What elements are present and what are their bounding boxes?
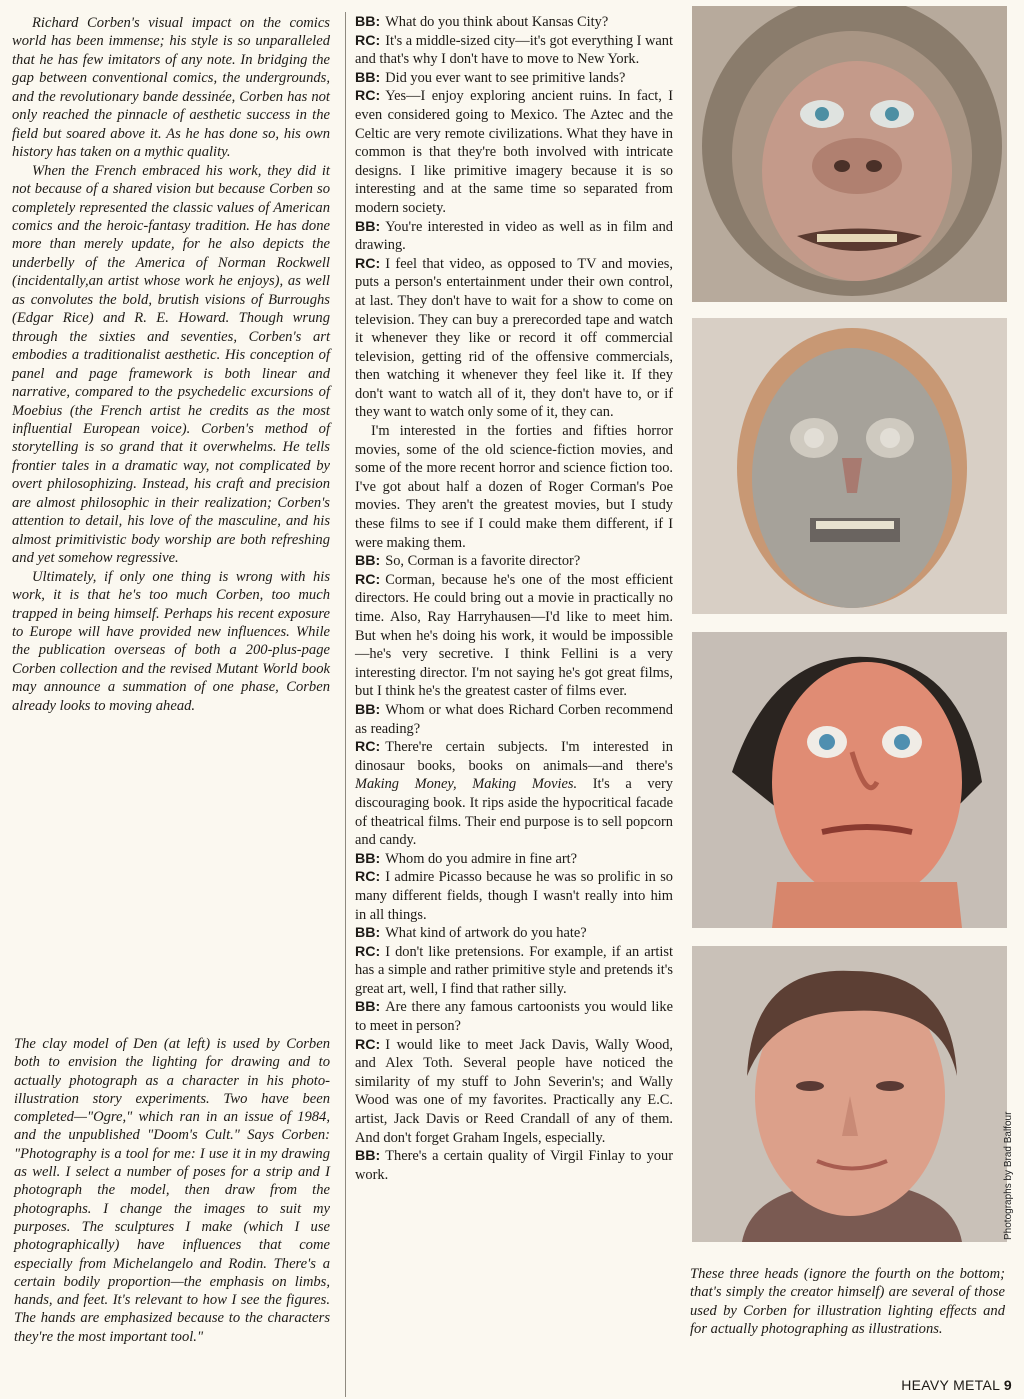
photo-credit: Photographs by Brad Balfour — [1003, 1111, 1014, 1240]
interview-entry — [355, 87, 673, 217]
entry-text: Are there any famous cartoonists you would like to meet in person? — [355, 999, 673, 1035]
entry-text: I'm interested in the forties and fifties horror movies, some of the old science-fiction movies, and some of the more recent horror and science fiction too. I've got about half a dozen of Roger Corman's Poe movies. They aren't the greatest movies, but I study these films to see if I could make them different, if I were making them. — [355, 423, 673, 551]
interview-entry — [355, 850, 673, 869]
entry-text: There're certain subjects. I'm interested in dinosaur books, books on animals—and there's — [355, 739, 673, 774]
creator-portrait-photo — [692, 946, 1007, 1242]
entry-text: Whom do you admire in fine art? — [385, 850, 578, 867]
speaker: BB: — [355, 69, 381, 86]
entry-text: What kind of artwork do you hate? — [385, 925, 587, 942]
entry-text: It's a very discouraging book. It rips aside the hypocritical facade of theatrical films. Their end purpose is to sell popcorn and candy. — [355, 776, 673, 849]
old-man-head-photo — [692, 632, 1007, 928]
entry-text: Did you ever want to see primitive lands? — [385, 69, 626, 86]
column-divider — [345, 12, 346, 1397]
page-footer — [901, 1377, 1012, 1393]
entry-text: I admire Picasso because he was so prolific in so many different fields, though I wasn't really into him in all things. — [355, 869, 673, 923]
entry-text: I don't like pretensions. For example, if an artist has a simple and rather primitive style and pretends it's great art, well, I find that rather silly. — [355, 943, 673, 997]
entry-text: You're interested in video as well as in film and drawing. — [355, 218, 673, 254]
intro-paragraph-3: Ultimately, if only one thing is wrong with his work, it is that he's too much Corben, too much trapped in being himself. Perhaps his recent exposure to Europe will have provided new influences. While the publication overseas of both a 200-plus-page Corben collection and the revised Mutant World book may announce a summation of one phase, Corben already looks to moving ahead. — [12, 568, 330, 714]
entry-text: So, Corman is a favorite director? — [385, 553, 581, 570]
den-caption: The clay model of Den (at left) is used by Corben both to envision the lighting for drawing and to actually photograph as a character in his photo-illustration story experiments. Two have been completed—"Ogre," which ran in an issue of 1984, and the unpublished "Doom's Cult." Says Corben: "Photography is a tool for me: I use it in my drawing as well. I select a number of poses for a strip and I photograph the model, then draw from the photographs. I change the images to suit my purposes. The sculptures I make (which I use photographically) have influences that come especially from Michelangelo and Rodin. There's a certain bodily proportion—the emphasis on limbs, hands, and feet. It's relevant to how I see the figures. The hands are emphasized because to the characters they're the most important tool." — [14, 1036, 330, 1345]
speaker: RC: — [355, 88, 381, 105]
page-number: 9 — [1003, 1377, 1012, 1393]
ape-head-photo — [692, 6, 1007, 302]
intro-paragraph-2: When the French embraced his work, they did it not because of a shared vision but because Corben so completely represented the classic values of American comics and the heroic-fantasy tradition. He has done more than merely update, for he also depicts the underbelly of the America of Norman Rockwell (incidentally,an artist whose work he enjoys), as well as convolutes the bold, brutish visions of Burroughs (Edgar Rice) and R. E. Howard. Though wrung through the sixties and seventies, Corben's art embodies a traditionalist aesthetic. His conception of panel and page framework is both linear and narrative, compared to the psychedelic excursions of Moebius (the French artist he credits as the most influential European voice). Corben's method of storytelling is so grand that it overwhelms. He tells frontier tales in a dramatic way, not complicated by overt philosophizing. Instead, his craft and precision are almost philosophic in their realization; Corben's attention to detail, his love of the masculine, and his almost primitivistic body worship are both refreshing and yet somehow regressive. — [12, 162, 330, 567]
interview-entry — [355, 422, 673, 552]
speaker: RC: — [355, 943, 381, 960]
interview-entry — [355, 738, 673, 850]
speaker: BB: — [355, 925, 381, 942]
interview-entry — [355, 32, 673, 69]
speaker: BB: — [355, 850, 381, 867]
speaker: RC: — [355, 869, 381, 886]
interview-entry — [355, 924, 673, 943]
interview-column — [355, 13, 673, 1184]
interview-entry — [355, 552, 673, 571]
photos-caption: These three heads (ignore the fourth on the bottom; that's simply the creator himself) are several of those used by Corben for illustration lighting effects and for actually photographing as illustrations. — [690, 1266, 1005, 1338]
book-title: Making Money, Making Movies. — [355, 776, 578, 793]
speaker: RC: — [355, 1036, 381, 1053]
entry-text: It's a middle-sized city—it's got everything I want and that's why I don't have to move to New York. — [355, 32, 673, 68]
intro-paragraph-1: Richard Corben's visual impact on the comics world has been immense; his style is so unparalleled that he has few imitators of any note. In bridging the gap between conventional comics, the undergrounds, and the revolutionary bande dessinée, Corben has not only reached the pinnacle of aesthetic success in the field but soared above it. As he has done so, his own history has taken on a mythic quality. — [12, 15, 330, 161]
speaker: BB: — [355, 553, 381, 570]
zombie-head-photo — [692, 318, 1007, 614]
interview-entry — [355, 571, 673, 701]
entry-text: Corman, because he's one of the most efficient directors. He could bring out a movie in practically no time. Also, Ray Harryhausen—I'd like to meet him. But when he's doing his work, it would be impossible—he's very secretive. I think Fellini is a very interesting director. I'm not saying he's got great films, but I think he's the greatest caster of films ever. — [355, 571, 673, 700]
interview-entry — [355, 255, 673, 422]
interview-entry — [355, 13, 673, 32]
interview-entry — [355, 943, 673, 999]
magazine-name: HEAVY METAL — [901, 1377, 1000, 1393]
speaker: BB: — [355, 218, 381, 235]
entry-text: I would like to meet Jack Davis, Wally Wood, and Alex Toth. Several people have noticed the similarity of my stuff to John Severin's; and Wally Wood was one of my favorites. Practically any E.C. artist, Jack Davis or Reed Crandall of any of them. And don't forget Graham Ingels, especially. — [355, 1036, 673, 1146]
speaker: RC: — [355, 32, 381, 49]
interview-entry — [355, 1147, 673, 1184]
speaker: BB: — [355, 14, 381, 30]
interview-entry — [355, 69, 673, 88]
speaker: BB: — [355, 1148, 381, 1165]
entry-text: There's a certain quality of Virgil Finlay to your work. — [355, 1148, 673, 1183]
speaker: RC: — [355, 255, 381, 272]
entry-text: Whom or what does Richard Corben recommend as reading? — [355, 701, 673, 737]
intro-column — [12, 14, 330, 715]
interview-entry — [355, 701, 673, 738]
entry-text: What do you think about Kansas City? — [385, 14, 609, 30]
speaker: BB: — [355, 999, 381, 1016]
speaker: RC: — [355, 571, 381, 588]
speaker: RC: — [355, 739, 381, 756]
entry-text: I feel that video, as opposed to TV and movies, puts a person's entertainment under their own control, at last. They don't have to wait for a show to come on television. They can buy a prerecorded tape and watch it whenever they like or record it off commercial television, getting rid of the offensive commercials, then watching it whenever they feel like it. If they don't want to watch all of it, they don't have to, or if they want to watch only some of it, they can. — [355, 255, 673, 421]
interview-entry — [355, 868, 673, 924]
interview-entry — [355, 998, 673, 1035]
entry-text: Yes—I enjoy exploring ancient ruins. In fact, I even considered going to Mexico. The Aztec and the Celtic are very remote civilizations. What they have in common is that they're both involved with intricate designs. I like primitive imagery because it is so interesting and at the same time so separated from modern society. — [355, 88, 673, 216]
speaker: BB: — [355, 701, 381, 718]
interview-entry — [355, 1036, 673, 1148]
interview-entry — [355, 218, 673, 255]
